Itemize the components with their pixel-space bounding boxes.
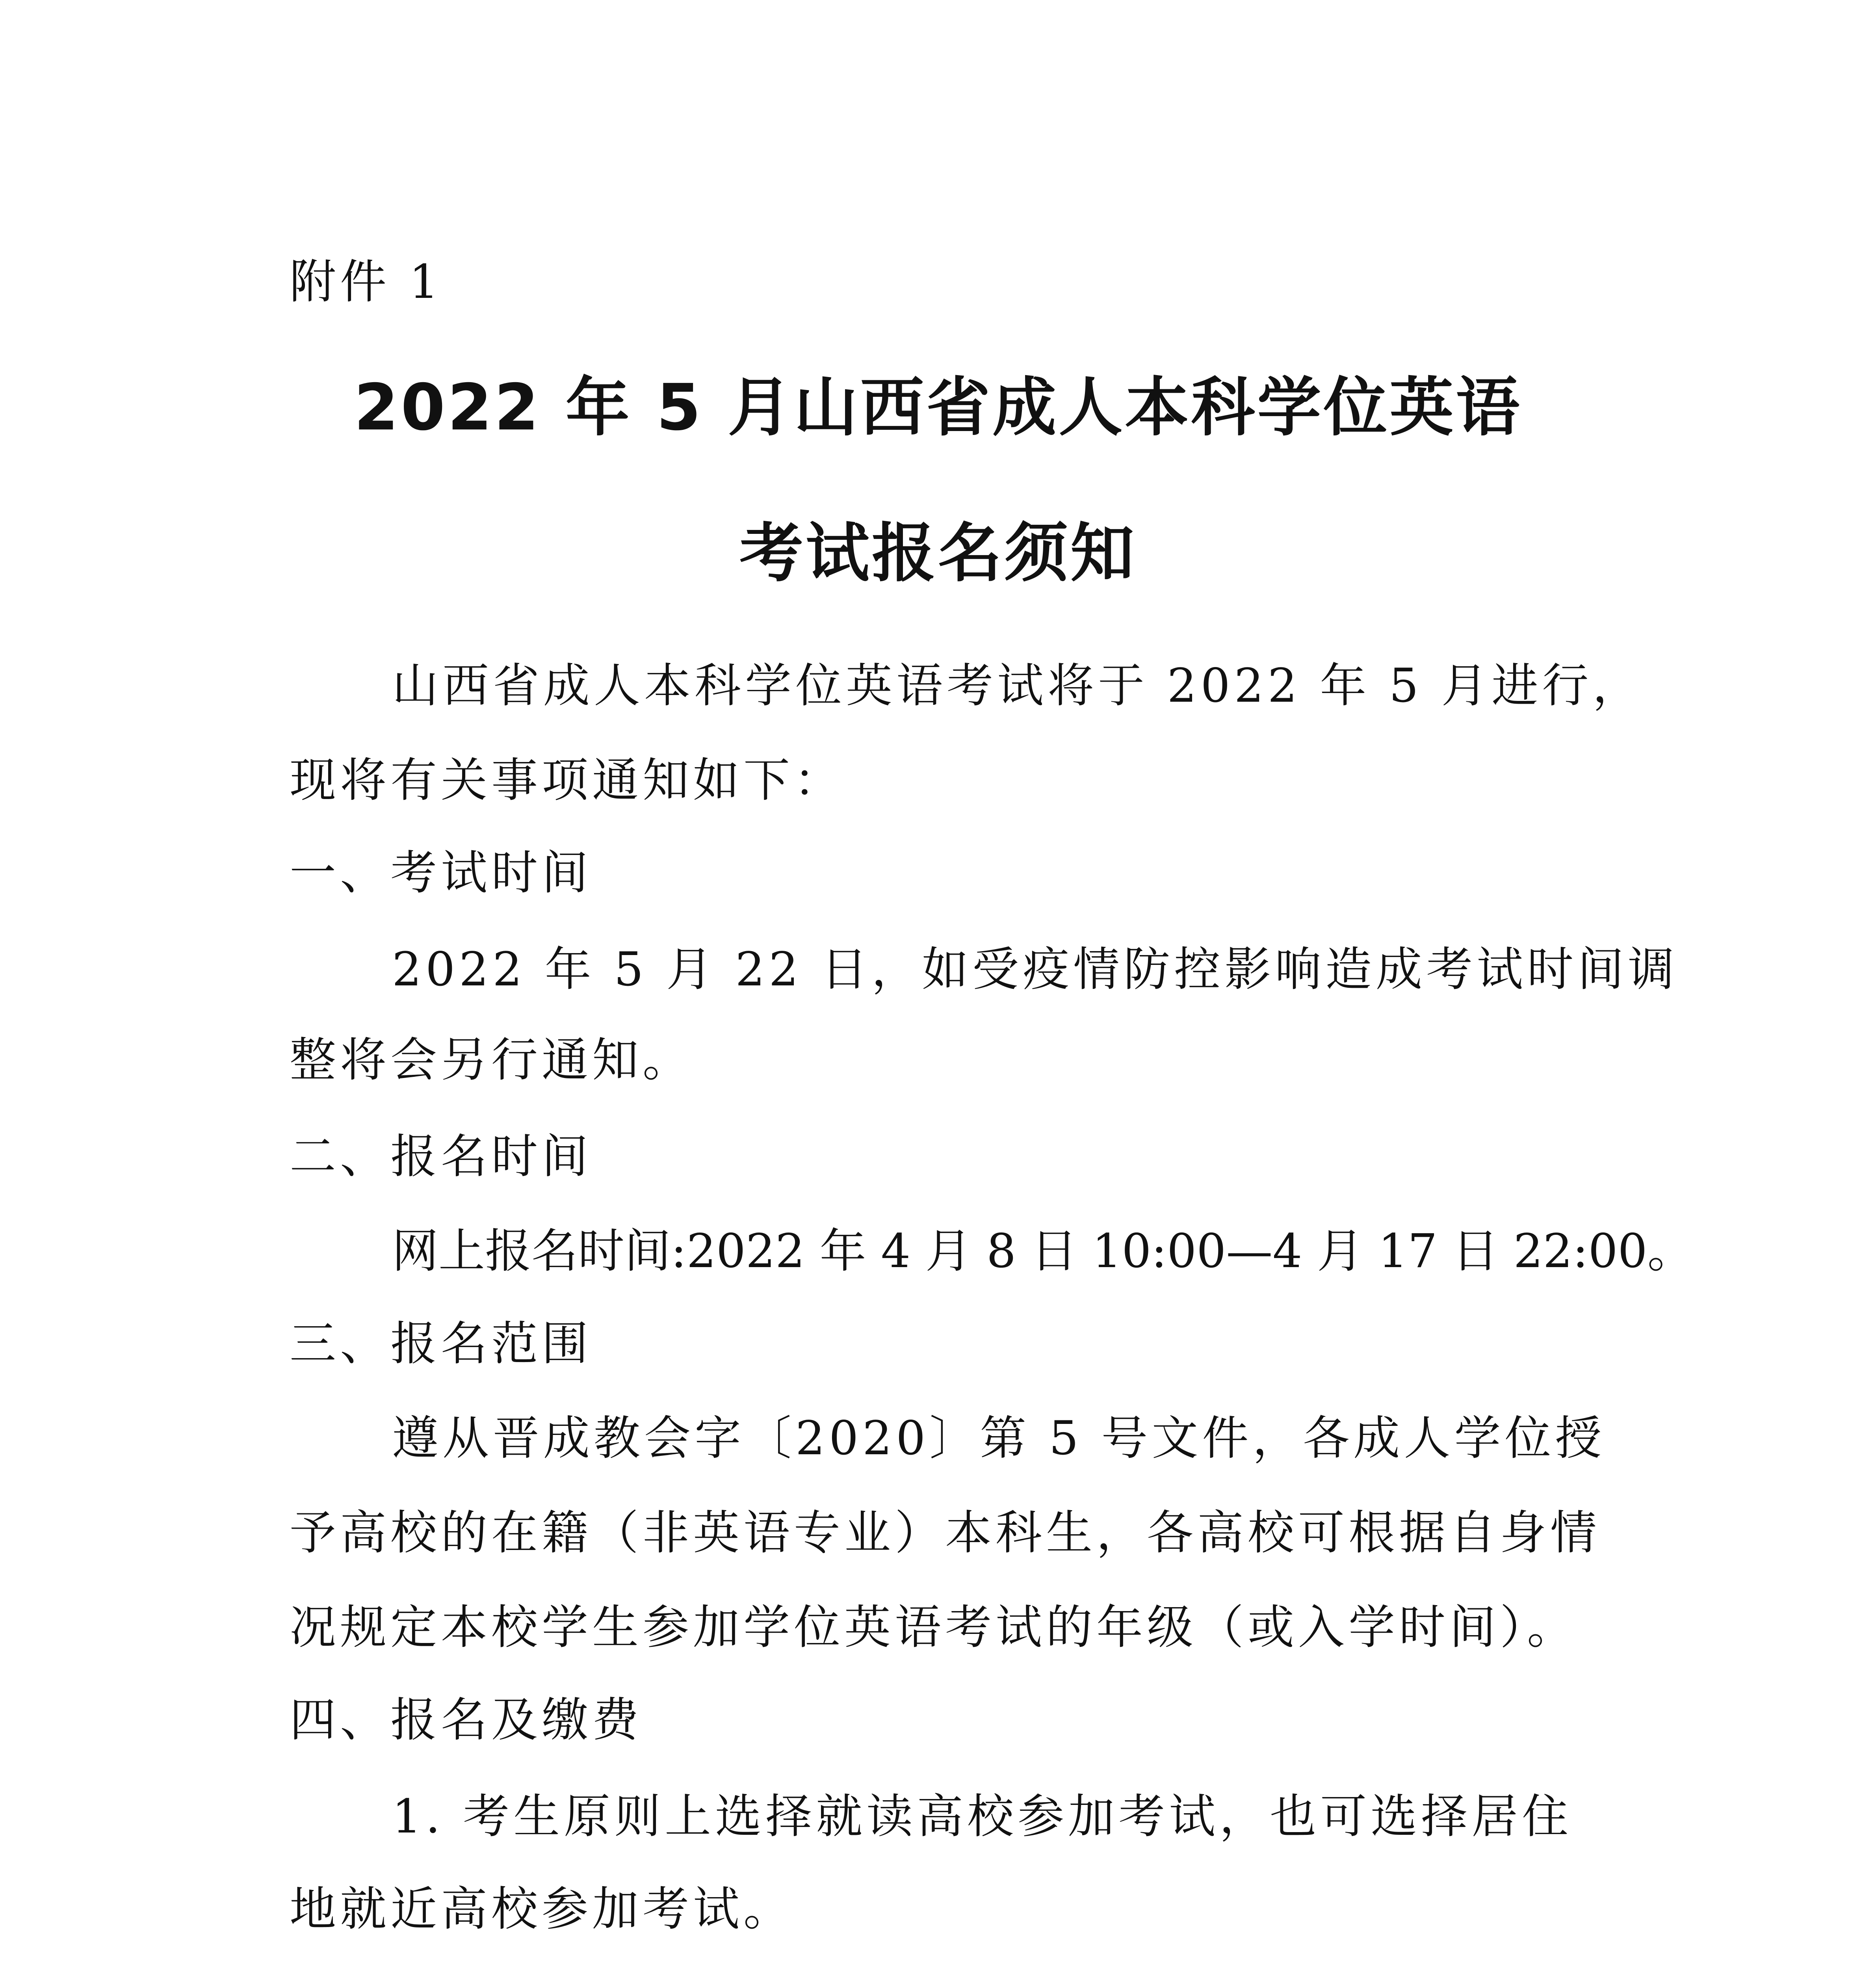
- intro-line-2: 现将有关事项通知如下：: [290, 753, 845, 807]
- paragraph-line: 况规定本校学生参加学位英语考试的年级（或入学时间）。: [290, 1600, 1578, 1654]
- document-title-line-2: 考试报名须知: [739, 517, 1137, 591]
- paragraph-line: 2022 年 5 月 22 日，如受疫情防控影响造成考试时间调: [392, 942, 1679, 996]
- section-heading-registration-fee: 四、报名及缴费: [290, 1693, 643, 1747]
- paragraph-line: 予高校的在籍（非英语专业）本科生，各高校可根据自身情: [290, 1505, 1601, 1560]
- paragraph-line: 整将会另行通知。: [290, 1033, 693, 1087]
- paragraph-line: 地就近高校参加考试。: [290, 1882, 794, 1936]
- document-title-line-1: 2022 年 5 月山西省成人本科学位英语: [354, 371, 1522, 445]
- attachment-label: 附件 1: [290, 255, 443, 309]
- paragraph-line: 1. 考生原则上选择就读高校参加考试，也可选择居住: [392, 1789, 1573, 1844]
- section-heading-exam-time: 一、考试时间: [290, 846, 593, 900]
- paragraph-line: 遵从晋成教会字〔2020〕第 5 号文件，各成人学位授: [392, 1411, 1606, 1465]
- section-heading-registration-scope: 三、报名范围: [290, 1316, 593, 1371]
- section-heading-registration-time: 二、报名时间: [290, 1129, 593, 1184]
- paragraph-line: 网上报名时间:2022 年 4 月 8 日 10:00—4 月 17 日 22:00。: [392, 1224, 1694, 1278]
- intro-line-1: 山西省成人本科学位英语考试将于 2022 年 5 月进行，: [392, 658, 1643, 713]
